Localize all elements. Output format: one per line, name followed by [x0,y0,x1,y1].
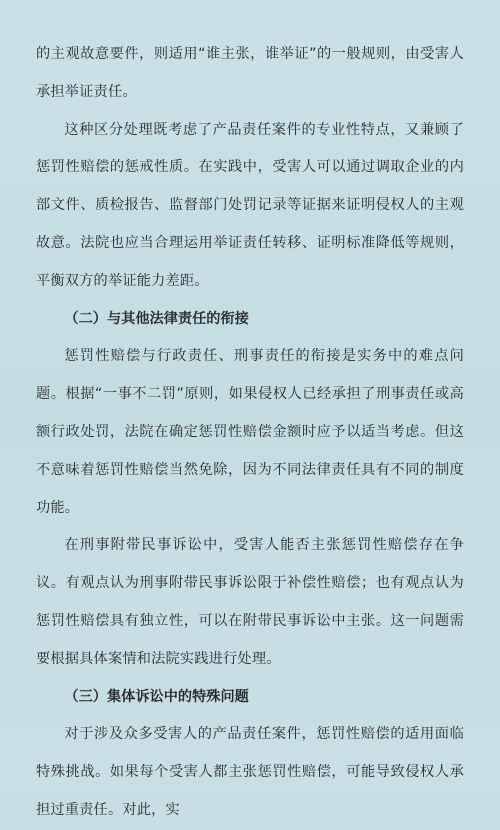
paragraph-4: 在刑事附带民事诉讼中，受害人能否主张惩罚性赔偿存在争议。有观点认为刑事附带民事诉讼限于补偿性赔偿；也有观点认为惩罚性赔偿具有独立性，可以在附带民事诉讼中主张。这一问题需要根据具体案情和法院实践进行处理。 [36,537,464,667]
paragraph-3: 惩罚性赔偿与行政责任、刑事责任的衔接是实务中的难点问题。根据“一事不二罚”原则，如果侵权人已经承担了刑事责任或高额行政处罚，法院在确定惩罚性赔偿金额时应予以适当考虑。但这不意味着惩罚性赔偿当然免除，因为不同法律责任具有不同的制度功能。 [36,348,464,516]
section-heading-2: （二）与其他法律责任的衔接 [64,310,249,327]
section-heading-3: （三）集体诉讼中的特殊问题 [64,688,249,705]
paragraph-1: 的主观故意要件，则适用“谁主张，谁举证”的一般规则，由受害人承担举证责任。 [36,46,464,100]
paragraph-5: 对于涉及众多受害人的产品责任案件，惩罚性赔偿的适用面临特殊挑战。如果每个受害人都主张惩罚性赔偿，可能导致侵权人承担过重责任。对此，实 [36,726,464,818]
paragraph-2: 这种区分处理既考虑了产品责任案件的专业性特点，又兼顾了惩罚性赔偿的惩戒性质。在实践中，受害人可以通过调取企业的内部文件、质检报告、监督部门处罚记录等证据来证明侵权人的主观故意。法院也应当合理运用举证责任转移、证明标准降低等规则，平衡双方的举证能力差距。 [36,121,464,289]
